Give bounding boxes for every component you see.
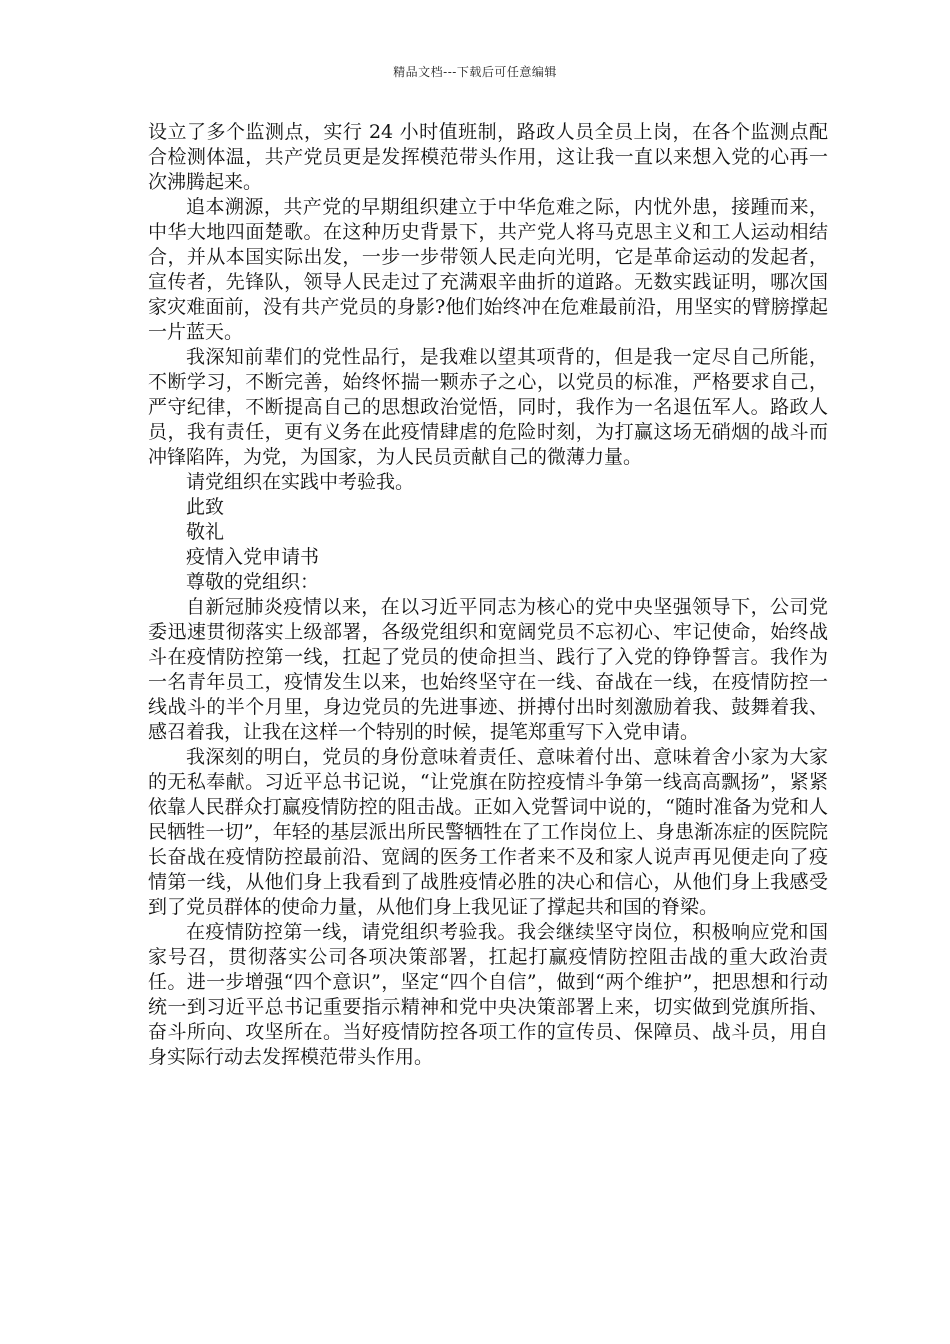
closing-regards: 敬礼: [186, 521, 225, 543]
paragraph-pledge: 在疫情防控第一线，请党组织考验我。我会继续坚守岗位，积极响应党和国家号召，贯彻落实公司各项决策部署，扛起打赢疫情防控阻击战的重大政治责任。进一步增强“四个意识”，坚定“四个自信”，做到“两个维护”，把思想和行动统一到习近平总书记重要指示精神和党中央决策部署上来，切实做到党旗所指、奋斗所向、攻坚所在。当好疫情防控各项工作的宣传员、保障员、战斗员，用自身实际行动去发挥模范带头作用。: [148, 921, 828, 1068]
closing-salutation: 此致: [186, 496, 225, 518]
page-header: 精品文档---下载后可任意编辑: [393, 65, 557, 79]
document-body: [148, 120, 828, 1070]
letter-greeting: 尊敬的党组织：: [186, 571, 320, 593]
paragraph-epidemic: 自新冠肺炎疫情以来，在以习近平同志为核心的党中央坚强领导下，公司党委迅速贯彻落实上级部署，各级党组织和宽阔党员不忘初心、牢记使命，始终战斗在疫情防控第一线，扛起了党员的使命担当、践行了入党的铮铮誓言。我作为一名青年员工，疫情发生以来，也始终坚守在一线、奋战在一线，在疫情防控一线战斗的半个月里，身边党员的先进事迹、拼搏付出时刻激励着我、鼓舞着我、感召着我，让我在这样一个特别的时候，提笔郑重写下入党申请。: [148, 596, 828, 743]
paragraph-history: 追本溯源，共产党的早期组织建立于中华危难之际，内忧外患，接踵而来，中华大地四面楚歌。在这种历史背景下，共产党人将马克思主义和工人运动相结合，并从本国实际出发，一步一步带领人民走向光明，它是革命运动的发起者，宣传者，先锋队，领导人民走过了充满艰辛曲折的道路。无数实践证明，哪次国家灾难面前，没有共产党员的身影?他们始终冲在危难最前沿，用坚实的臂膀撑起一片蓝天。: [148, 196, 828, 343]
paragraph-responsibility: 我深刻的明白，党员的身份意味着责任、意味着付出、意味着舍小家为大家的无私奉献。习近平总书记说，“让党旗在防控疫情斗争第一线高高飘扬”，紧紧依靠人民群众打赢疫情防控的阻击战。正如入党誓词中说的，“随时准备为党和人民牺牲一切”，年轻的基层派出所民警牺牲在了工作岗位上、身患渐冻症的医院院长奋战在疫情防控最前沿、宽阔的医务工作者来不及和家人说声再见便走向了疫情第一线，从他们身上我看到了战胜疫情必胜的决心和信心，从他们身上我感受到了党员群体的使命力量，从他们身上我见证了撑起共和国的脊梁。: [148, 746, 828, 918]
paragraph-commitment: 我深知前辈们的党性品行，是我难以望其项背的，但是我一定尽自己所能，不断学习，不断完善，始终怀揣一颗赤子之心，以党员的标准，严格要求自己，严守纪律，不断提高自己的思想政治觉悟，同时，我作为一名退伍军人。路政人员，我有责任，更有义务在此疫情肆虐的危险时刻，为打赢这场无硝烟的战斗而冲锋陷阵，为党，为国家，为人民员贡献自己的微薄力量。: [148, 346, 828, 468]
paragraph-request: 请党组织在实践中考验我。: [186, 471, 415, 493]
letter-title: 疫情入党申请书: [186, 546, 320, 568]
paragraph-continuation: 设立了多个监测点，实行 24 小时值班制，路政人员全员上岗，在各个监测点配合检测体温，共产党员更是发挥模范带头作用，这让我一直以来想入党的心再一次沸腾起来。: [148, 121, 828, 193]
